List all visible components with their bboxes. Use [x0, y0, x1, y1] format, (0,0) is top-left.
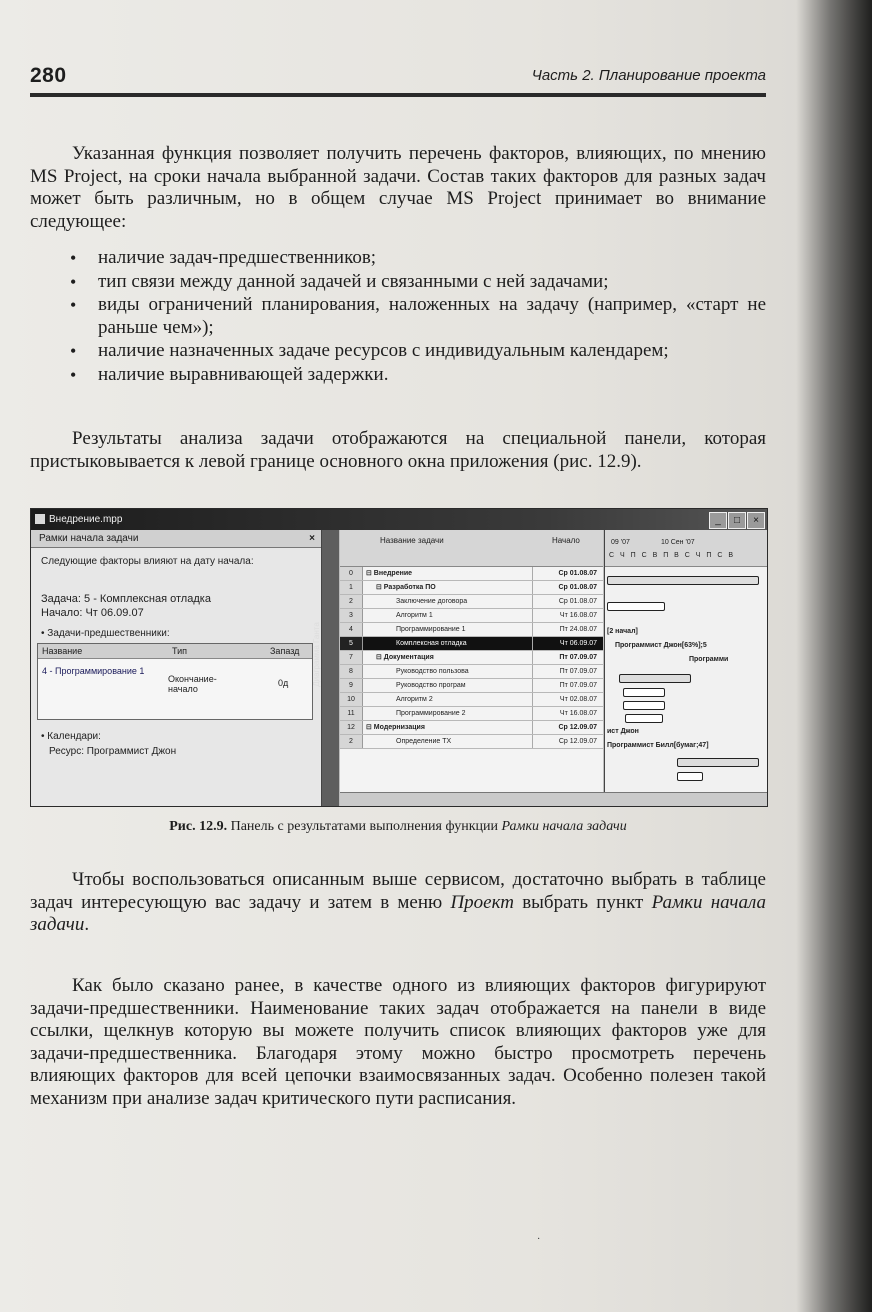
table-header — [340, 530, 603, 567]
list-item: • тип связи между данной задачей и связанными с ней задачами; — [30, 271, 766, 294]
task-name: Программирование 1 — [396, 626, 466, 633]
task-name: Руководство пользова — [396, 668, 469, 675]
list-item: • виды ограничений планирования, наложенных на задачу (например, «старт не раньше чем»); — [30, 294, 766, 339]
task-bar — [677, 772, 703, 781]
predecessors-table — [37, 643, 313, 720]
timescale-days: С Ч П С В П В С Ч П С В — [609, 552, 736, 559]
panel-title: Рамки начала задачи — [39, 533, 139, 544]
task-start: Ср 01.08.07 — [532, 581, 600, 594]
task-bar — [607, 602, 665, 611]
menu-name: Проект — [450, 891, 514, 913]
row-id: 2 — [340, 595, 363, 608]
link-lag: 0д — [278, 678, 289, 688]
task-table — [340, 530, 603, 792]
table-row[interactable] — [340, 609, 603, 623]
link-type: Окончание-начало — [168, 674, 217, 694]
task-name: ⊟ Разработка ПО — [376, 584, 436, 591]
table-row[interactable] — [340, 721, 603, 735]
task-name: Определение ТХ — [396, 738, 452, 745]
task-start: Чт 06.09.07 — [532, 637, 600, 650]
task-start: Чт 02.08.07 — [532, 693, 600, 706]
timescale-week-1: 09 '07 — [611, 539, 630, 546]
task-name: ⊟ Внедрение — [366, 570, 413, 577]
task-name: Алгоритм 2 — [396, 696, 433, 703]
horizontal-scrollbar[interactable] — [340, 792, 767, 807]
task-drivers-panel — [31, 530, 322, 806]
p3-text-b: выбрать пункт — [513, 891, 652, 913]
paragraph-3 — [30, 869, 766, 937]
task-start: Ср 12.09.07 — [532, 721, 600, 734]
print-speck: · — [537, 1234, 541, 1245]
gantt-label: Программист Билл[бумаг;47] — [607, 742, 709, 749]
start-line: Начало: Чт 06.09.07 — [41, 607, 144, 619]
minimize-button[interactable]: _ — [709, 512, 727, 529]
caption-number: Рис. 12.9. — [169, 819, 228, 834]
row-id: 4 — [340, 623, 363, 636]
summary-bar — [677, 758, 759, 767]
col-task-name: Название задачи — [380, 536, 444, 545]
caption-emphasis: Рамки начала задачи — [501, 819, 627, 834]
timescale-week-2: 10 Сен '07 — [661, 539, 695, 546]
task-start: Пт 07.09.07 — [532, 679, 600, 692]
list-item: • наличие задач-предшественников; — [30, 247, 766, 270]
list-item: • наличие выравнивающей задержки. — [30, 364, 766, 387]
table-row[interactable] — [340, 595, 603, 609]
table-row[interactable] — [340, 637, 603, 651]
task-bar — [623, 701, 665, 710]
figure-caption — [30, 819, 766, 835]
window-title: Внедрение.mpp — [49, 514, 123, 525]
col-lag: Запазд — [270, 646, 300, 656]
paragraph-2: Результаты анализа задачи отображаются на специальной панели, которая пристыковывается к левой границе основного окна приложения (рис. 12.9). — [30, 428, 766, 472]
task-start: Ср 01.08.07 — [532, 567, 600, 580]
task-start: Чт 16.08.07 — [532, 707, 600, 720]
table-row[interactable] — [340, 665, 603, 679]
timescale-header — [605, 530, 768, 567]
table-row[interactable] — [340, 693, 603, 707]
task-start: Ср 12.09.07 — [532, 735, 600, 748]
app-icon — [35, 514, 45, 524]
task-start: Пт 24.08.07 — [532, 623, 600, 636]
table-row[interactable] — [340, 707, 603, 721]
row-id: 8 — [340, 665, 363, 678]
row-id: 0 — [340, 567, 363, 580]
window-title-bar — [31, 509, 767, 530]
view-bar: Диаграмма Ганта — [322, 530, 339, 806]
table-row[interactable] — [340, 623, 603, 637]
predecessor-link[interactable]: 4 - Программирование 1 — [42, 666, 145, 676]
gantt-label: [2 начал] — [607, 628, 638, 635]
row-id: 2 — [340, 735, 363, 748]
predecessors-title: • Задачи-предшественники: — [41, 628, 170, 639]
list-item: • наличие назначенных задаче ресурсов с индивидуальным календарем; — [30, 340, 766, 363]
task-start: Ср 01.08.07 — [532, 595, 600, 608]
table-row[interactable] — [340, 679, 603, 693]
running-header: Часть 2. Планирование проекта — [531, 67, 766, 84]
gantt-label: ист Джон — [607, 728, 639, 735]
panel-close-icon[interactable]: × — [309, 533, 315, 544]
gantt-label: Программист Джон[63%];5 — [615, 642, 707, 649]
caption-text: Панель с результатами выполнения функции — [227, 819, 502, 834]
page-number: 280 — [30, 64, 67, 87]
row-id: 10 — [340, 693, 363, 706]
task-name: Руководство програм — [396, 682, 466, 689]
task-name: Заключение договора — [396, 598, 468, 605]
task-bar — [625, 714, 663, 723]
task-line: Задача: 5 - Комплексная отладка — [41, 593, 211, 605]
calendars-title: • Календари: — [41, 731, 101, 742]
task-start: Пт 07.09.07 — [532, 651, 600, 664]
task-start: Пт 07.09.07 — [532, 665, 600, 678]
book-spine-shadow — [796, 0, 872, 1312]
summary-bar — [619, 674, 691, 683]
task-name: ⊟ Модернизация — [366, 724, 425, 731]
row-id: 11 — [340, 707, 363, 720]
table-header — [38, 644, 312, 659]
gantt-chart — [604, 530, 768, 792]
task-name: Алгоритм 1 — [396, 612, 433, 619]
p3-text-c: . — [84, 914, 90, 935]
header-rule — [30, 93, 766, 97]
gantt-label: Программи — [689, 656, 729, 663]
row-id: 12 — [340, 721, 363, 734]
col-name: Название — [42, 646, 83, 656]
paragraph-1: Указанная функция позволяет получить перечень факторов, влияющих, по мнению MS Project, на сроки начала выбранной задачи. Состав таких факторов для разных задач может быть различным, но в общем случае MS Project принимает во внимание следующее: — [30, 143, 766, 232]
task-name: ⊟ Документация — [376, 654, 434, 661]
task-start: Чт 16.08.07 — [532, 609, 600, 622]
resource-line[interactable]: Ресурс: Программист Джон — [49, 746, 177, 757]
col-type: Тип — [172, 646, 188, 656]
maximize-button[interactable]: □ — [728, 512, 746, 529]
task-name: Комплексная отладка — [396, 640, 467, 647]
figure-screenshot — [30, 508, 768, 807]
menu-item-name: Рамки начала задачи — [30, 891, 766, 935]
table-row[interactable] — [340, 567, 603, 581]
row-id: 9 — [340, 679, 363, 692]
task-bar — [623, 688, 665, 697]
row-id: 3 — [340, 609, 363, 622]
paragraph-4: Как было сказано ранее, в качестве одного из влияющих факторов фигурируют задачи-предшественники. Наименование таких задач отображается на панели в виде ссылки, щелкнув которую вы можете получить список влияющих факторов уже для задачи-предшественника. Благодаря этому можно быстро просмотреть перечень влияющих факторов для всей цепочки взаимосвязанных задач. Особенно полезен такой механизм при анализе задач критического пути расписания. — [30, 975, 766, 1109]
p3-text-a: Чтобы воспользоваться описанным выше сервисом, достаточно выбрать в таблице задач интересующую вас задачу и затем в меню — [30, 869, 766, 913]
col-start: Начало — [552, 536, 580, 545]
summary-bar — [607, 576, 759, 585]
panel-header — [31, 530, 321, 548]
table-row[interactable] — [340, 651, 603, 665]
close-window-button[interactable]: × — [747, 512, 765, 529]
table-row[interactable] — [340, 581, 603, 595]
table-row[interactable] — [340, 735, 603, 749]
row-id: 7 — [340, 651, 363, 664]
row-id: 1 — [340, 581, 363, 594]
task-name: Программирование 2 — [396, 710, 466, 717]
factors-text: Следующие факторы влияют на дату начала: — [41, 556, 254, 567]
factor-list — [30, 247, 766, 387]
row-id: 5 — [340, 637, 363, 650]
